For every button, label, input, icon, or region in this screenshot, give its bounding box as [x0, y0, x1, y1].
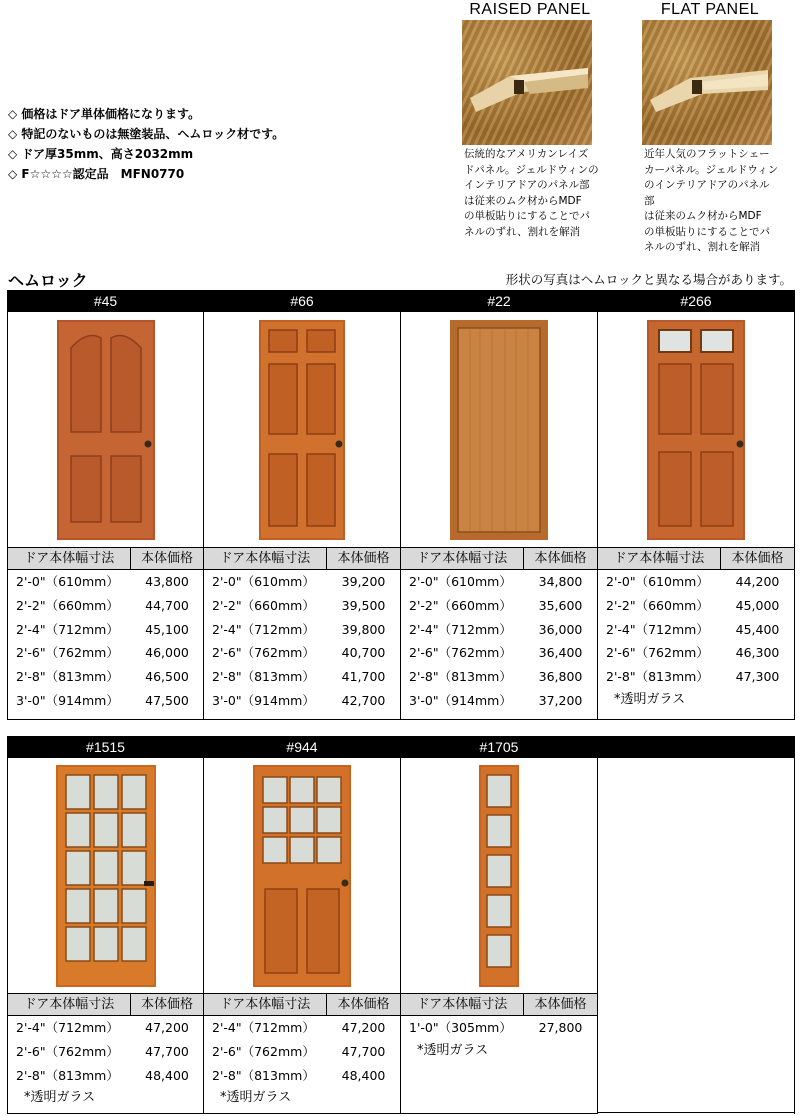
spec-row: 2'-4"（712mm） 45,400 [606, 621, 780, 637]
door-column-45 [7, 290, 204, 720]
spec-row: 2'-8"（813mm） 41,700 [212, 669, 386, 685]
door-45-image [57, 320, 155, 540]
door-266-image [647, 320, 745, 540]
spec-row: 2'-8"（813mm） 48,400 [16, 1067, 189, 1083]
door-photo-1515 [8, 758, 203, 994]
spec-row: 2'-0"（610mm） 39,200 [212, 574, 386, 589]
spec-row: 2'-6"（762mm） 46,300 [606, 645, 780, 661]
spec-header: ドア本体幅寸法 本体価格 [401, 548, 597, 570]
spec-row: 3'-0"（914mm） 47,500 [16, 692, 189, 708]
door-photo-45 [8, 312, 203, 548]
note-item: ◇ 価格はドア単体価格になります。 [8, 107, 201, 121]
model-header: #45 [8, 290, 203, 312]
spec-row: 2'-6"（762mm） 40,700 [212, 645, 386, 661]
section-title: ヘムロック [8, 271, 88, 290]
model-header: #1705 [401, 736, 597, 758]
note-item: ◇ ドア厚35mm、高さ2032mm [8, 147, 194, 161]
spec-row: 2'-2"（660mm） 44,700 [16, 597, 189, 613]
model-header [598, 736, 794, 758]
spec-row: 2'-0"（610mm） 34,800 [409, 574, 583, 589]
notes-list [8, 104, 284, 184]
door-column-66 [204, 290, 401, 720]
glass-note: *透明ガラス [614, 691, 686, 707]
spec-row: 2'-6"（762mm） 47,700 [212, 1043, 386, 1059]
spec-header: ドア本体幅寸法 本体価格 [401, 994, 597, 1016]
spec-row: 2'-6"（762mm） 46,000 [16, 645, 189, 661]
door-1705-image [479, 765, 519, 987]
note-item: ◇ 特記のないものは無塗装品、ヘムロック材です。 [8, 127, 285, 141]
spec-row: 2'-4"（712mm） 47,200 [212, 1020, 386, 1035]
door-photo-22 [401, 312, 597, 548]
door-column-944 [204, 736, 401, 1114]
door-944-image [253, 765, 351, 987]
model-header: #944 [204, 736, 400, 758]
spec-row: 2'-8"（813mm） 47,300 [606, 669, 780, 685]
spec-row: 2'-0"（610mm） 43,800 [16, 574, 189, 589]
spec-row: 2'-4"（712mm） 47,200 [16, 1020, 189, 1035]
raised-panel-title: RAISED PANEL [469, 1, 591, 18]
spec-row: 2'-2"（660mm） 35,600 [409, 597, 583, 613]
spec-row: 3'-0"（914mm） 42,700 [212, 692, 386, 708]
door-photo-66 [204, 312, 400, 548]
door-table-row-2 [7, 736, 797, 1114]
door-column-1705 [401, 736, 598, 1114]
door-column-266 [598, 290, 795, 720]
spec-row: 3'-0"（914mm） 37,200 [409, 692, 583, 708]
spec-header: ドア本体幅寸法 本体価格 [8, 548, 203, 570]
spec-row: 2'-6"（762mm） 47,700 [16, 1043, 189, 1059]
door-photo-1705 [401, 758, 597, 994]
glass-note: *透明ガラス [417, 1042, 489, 1058]
flat-panel-title: FLAT PANEL [660, 1, 760, 18]
door-1515-image [56, 765, 156, 987]
spec-row: 2'-2"（660mm） 45,000 [606, 597, 780, 613]
note-item: ◇ F☆☆☆☆認定品 MFN0770 [8, 167, 185, 181]
spec-row: 2'-8"（813mm） 36,800 [409, 669, 583, 685]
spec-row: 2'-4"（712mm） 45,100 [16, 621, 189, 637]
door-photo-266 [598, 312, 794, 548]
spec-row: 2'-8"（813mm） 46,500 [16, 669, 189, 685]
glass-note: *透明ガラス [220, 1090, 292, 1106]
raised-panel-description: 伝統的なアメリカンレイズ ドパネル。ジェルドウィンの インテリアドアのパネル部 は従来のムク材からMDF の単板貼りにすることでパ ネルのずれ、割れを解消 [464, 148, 599, 238]
model-header: #66 [204, 290, 400, 312]
glass-note: *透明ガラス [24, 1090, 96, 1106]
spec-row: 2'-4"（712mm） 39,800 [212, 621, 386, 637]
flat-panel-box [640, 0, 780, 256]
door-column-empty [598, 736, 795, 1114]
model-header: #1515 [8, 736, 203, 758]
door-column-1515 [7, 736, 204, 1114]
model-header: #22 [401, 290, 597, 312]
spec-row: 2'-6"（762mm） 36,400 [409, 645, 583, 661]
spec-header: ドア本体幅寸法 本体価格 [204, 548, 400, 570]
shape-note: 形状の写真はヘムロックと異なる場合があります。 [505, 272, 792, 287]
spec-row: 2'-0"（610mm） 44,200 [606, 574, 780, 589]
spec-row: 1'-0"（305mm） 27,800 [409, 1020, 583, 1035]
spec-row: 2'-2"（660mm） 39,500 [212, 597, 386, 613]
door-photo-944 [204, 758, 400, 994]
spec-header: ドア本体幅寸法 本体価格 [8, 994, 203, 1016]
raised-panel-photo [462, 20, 592, 145]
door-column-22 [401, 290, 598, 720]
spec-header: ドア本体幅寸法 本体価格 [598, 548, 794, 570]
spec-row: 2'-8"（813mm） 48,400 [212, 1067, 386, 1083]
spec-header: ドア本体幅寸法 本体価格 [204, 994, 400, 1016]
door-66-image [259, 320, 345, 540]
model-header: #266 [598, 290, 794, 312]
flat-panel-photo [642, 20, 772, 145]
flat-panel-description: 近年人気のフラットシェー カーパネル。ジェルドウィン のインテリアドアのパネル部 は従来のムク材からMDF の単板貼りにすることでパ ネルのずれ、割れを解消 [644, 148, 779, 253]
door-22-image [450, 320, 548, 540]
raised-panel-box [460, 0, 600, 240]
door-table-row-1 [7, 290, 797, 720]
spec-row: 2'-4"（712mm） 36,000 [409, 621, 583, 637]
